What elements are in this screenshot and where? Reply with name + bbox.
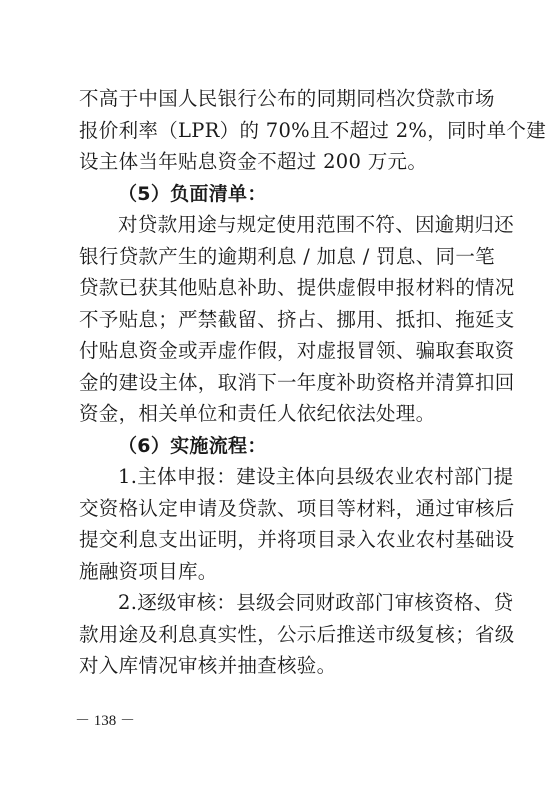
paragraph-line: 资金，相关单位和责任人依纪依法处理。 — [79, 402, 436, 425]
paragraph-line: 对贷款用途与规定使用范围不符、因逾期归还 — [118, 213, 515, 236]
section-heading-implementation-process: （6）实施流程： — [118, 434, 267, 457]
paragraph-line: 款用途及利息真实性，公示后推送市级复核；省级 — [79, 622, 515, 646]
paragraph-line: 交资格认定申请及贷款、项目等材料，通过审核后 — [79, 496, 515, 520]
paragraph-line: 施融资项目库。 — [79, 559, 218, 583]
paragraph-line: 不高于中国人民银行公布的同期同档次贷款市场 — [79, 87, 495, 110]
paragraph-line: 对入库情况审核并抽查核验。 — [79, 654, 337, 677]
page-number: － 138 － — [75, 713, 136, 729]
paragraph-line: 提交利息支出证明，并将项目录入农业农村基础设 — [79, 528, 515, 551]
paragraph-line: 贷款已获其他贴息补助、提供虚假申报材料的情况 — [79, 276, 515, 299]
paragraph-line: 银行贷款产生的逾期利息 / 加息 / 罚息、同一笔 — [79, 244, 495, 268]
paragraph-line: 金的建设主体，取消下一年度补助资格并清算扣回 — [79, 370, 515, 394]
paragraph-line: 1.主体申报：建设主体向县级农业农村部门提 — [118, 465, 514, 488]
paragraph-line: 不予贴息；严禁截留、挤占、挪用、抵扣、拖延支 — [79, 307, 515, 331]
paragraph-line: 设主体当年贴息资金不超过 200 万元。 — [79, 150, 428, 173]
section-heading-negative-list: （5）负面清单： — [118, 182, 267, 205]
paragraph-line: 付贴息资金或弄虚作假，对虚报冒领、骗取套取资 — [79, 339, 515, 362]
paragraph-line: 2.逐级审核：县级会同财政部门审核资格、贷 — [118, 591, 514, 614]
paragraph-line: 报价利率（LPR）的 70%且不超过 2%，同时单个建 — [79, 118, 547, 142]
